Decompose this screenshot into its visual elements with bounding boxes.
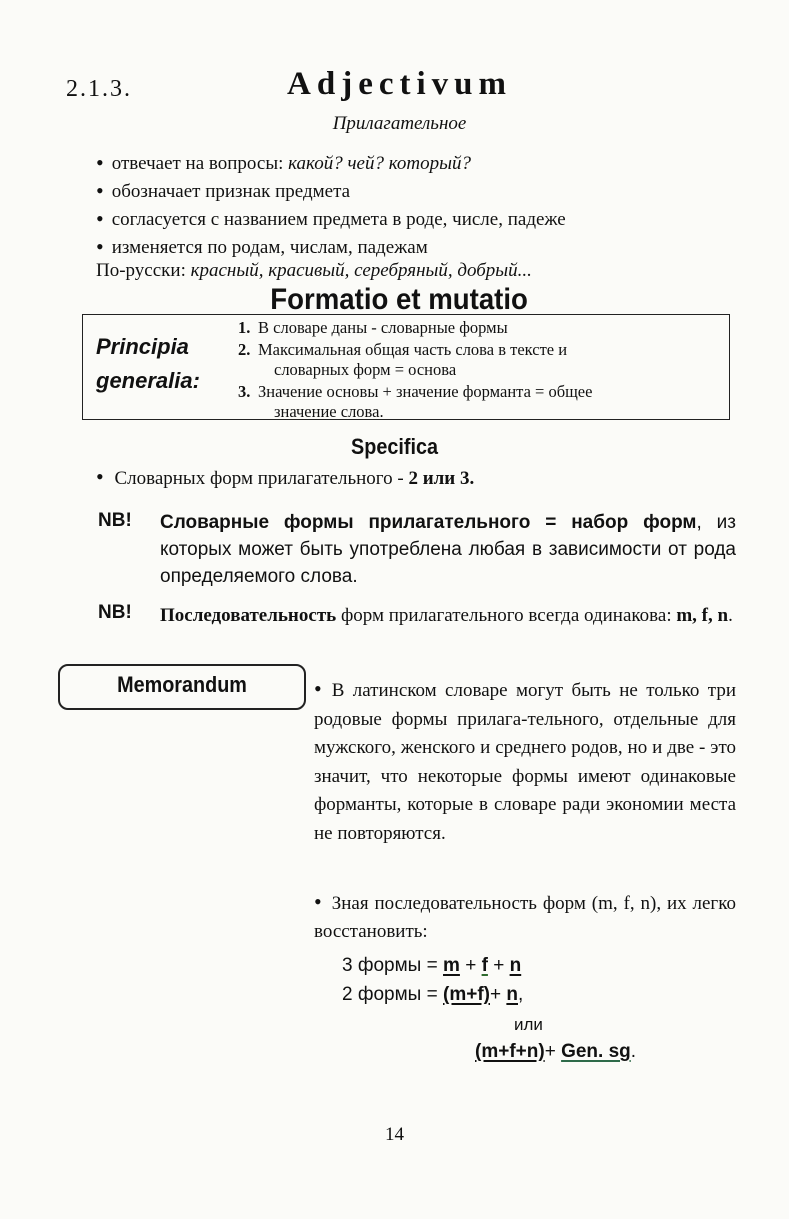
page-number: 14 bbox=[385, 1124, 404, 1145]
formula-three-forms: 3 формы = m + f + n bbox=[342, 955, 522, 976]
list-item: 1. В словаре даны - словарные формы bbox=[238, 318, 508, 337]
list-item: 2. Максимальная общая часть слова в тексте и словарных форм = основа bbox=[238, 340, 568, 379]
feature-list bbox=[96, 148, 566, 260]
russian-examples: По-русски: красный, красивый, серебряный, добрый... bbox=[96, 260, 532, 281]
formula-alt: (m+f+n)+ Gen. sg. bbox=[475, 1041, 637, 1062]
page-title: Adjectivum bbox=[287, 66, 512, 102]
section-heading-formatio: Formatio et mutatio bbox=[270, 283, 528, 316]
memorandum-paragraph: • В латинском словаре могут быть не только три родовые формы прилага-тельного, отдельные для мужского, женского и среднего родов, но и две - это значит, что некоторые формы имеют одинаковые форманты, которые в словаре ради экономии места не повторяются. bbox=[314, 676, 736, 844]
bullet-icon: • bbox=[314, 889, 322, 914]
section-heading-specifica: Specifica bbox=[351, 434, 438, 459]
list-item: • изменяется по родам, числам, падежам bbox=[96, 232, 566, 260]
formula-or: или bbox=[514, 1015, 543, 1034]
nb-label: NB! bbox=[98, 510, 132, 531]
list-item: • отвечает на вопросы: какой? чей? который? bbox=[96, 148, 566, 176]
memorandum-label: Memorandum bbox=[117, 672, 247, 697]
section-number: 2.1.3. bbox=[66, 76, 132, 102]
bullet-icon: • bbox=[314, 676, 322, 701]
principles-list bbox=[238, 318, 698, 424]
list-item: • обозначает признак предмета bbox=[96, 176, 566, 204]
formula-two-forms: 2 формы = (m+f)+ n, bbox=[342, 984, 524, 1005]
list-item: • согласуется с названием предмета в роде, числе, падеже bbox=[96, 204, 566, 232]
page-subtitle: Прилагательное bbox=[332, 113, 467, 134]
specifica-bullet: • Словарных форм прилагательного - 2 или 3. bbox=[96, 464, 474, 490]
principia-label: Principia generalia: bbox=[96, 334, 200, 393]
memorandum-paragraph: • Зная последовательность форм (m, f, n), их легко восстановить: bbox=[314, 889, 736, 942]
nb-note-2: Последовательность форм прилагательного всегда одинакова: m, f, n. bbox=[160, 605, 733, 626]
list-item: 3. Значение основы + значение форманта = общее значение слова. bbox=[238, 382, 593, 421]
nb-label: NB! bbox=[98, 602, 132, 623]
nb-note-1: Словарные формы прилагательного = набор форм, из которых может быть употреблена любая в зависимости от рода определяемого слова. bbox=[160, 512, 736, 587]
